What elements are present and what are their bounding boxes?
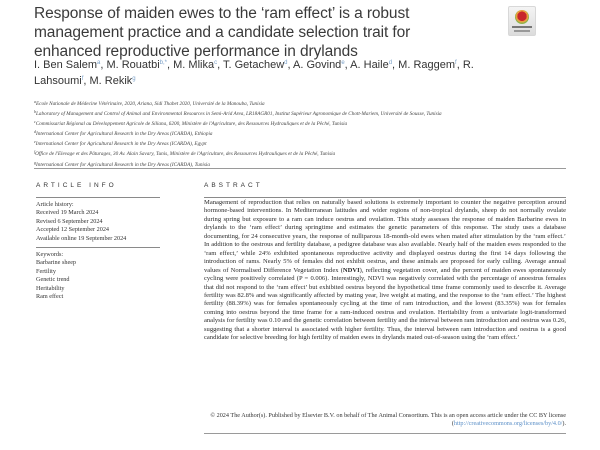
affiliation-text: International Center for Agricultural Research in the Dry Areas (ICARDA), Egypt <box>35 141 207 148</box>
author-affil-mark[interactable]: f <box>81 76 84 82</box>
affiliation-text: Office de l'Elevage et des Pâturages, 30 Av. Alain Savary, Tunis, Ministère de l'Agriculture, des Ressources Hydrauliques et de la Pêché, Tunisia <box>35 151 336 158</box>
affiliation <box>34 138 564 148</box>
author-name[interactable]: M. Rouatbi <box>106 59 160 71</box>
abstract-heading: ABSTRACT <box>204 182 263 189</box>
affiliation-text: Laboratory of Management and Control of Animal and Environmental Resources in Semi-Arid Area, LR18AGR01, Institut Supérieur Agronomique de Chott-Mariem, Université de Sousse, Tunisia <box>36 111 442 118</box>
author-affil-mark[interactable]: e <box>341 60 345 66</box>
author-list: I. Ben Salem$^a$, M. Rouatbi$^{b,*}$, M. Mlika$^c$, T. Getachew$^d$, A. Govind$^e$, A. Haile$^d$, M. Raggem$^f$, R. Lahsoumi$^f$, M. Rekik$^g$ <box>34 59 474 87</box>
affiliation-list <box>34 98 564 169</box>
article-info-heading: ARTICLE INFO <box>36 182 117 189</box>
author-affil-mark[interactable]: d <box>284 60 288 66</box>
abstract-text: Management of reproduction that relies on naturally based solutions is extremely important to counter the negative perception around hormone-based interventions. In Mediterranean latitudes and wider regions of non-tropical drylands, sheep do not normally ovulate during spring but exposure to a ram can induce oestrus and ovulation. This study assesses the response of maiden Barbarine ewes in drylands to the ‘ram effect’ during springtime and estimates the genetic parameters of this response. The study uses a database documenting, for 24 consecutive years, the response of nulliparous 18-month-old ewes when mated after stimulation by the ‘ram effect.’ In addition to the oestrous and fertility database, a pedigree database was also available. Nearly half of the maiden ewes responded to the ‘ram effect,’ while 24% exhibited spontaneous reproductive activity and displayed oestrus during the first 14 days following the introduction of rams. Nearly 5% of females did not exhibit oestrus, and these animals are proposed for early culling. Average annual values of Normalised Difference Vegetation Index ( <box>204 199 566 274</box>
keywords <box>36 251 166 301</box>
affiliation <box>34 148 564 158</box>
check-for-updates-icon <box>515 10 529 24</box>
author-affil-mark[interactable]: g <box>132 76 136 82</box>
badge-label-line <box>512 26 532 28</box>
footer-divider <box>204 433 566 434</box>
history-received: Received 19 March 2024 <box>36 209 99 217</box>
copyright-text: © 2024 The Author(s). Published by Elsevier B.V. on behalf of The Animal Consortium. This is an open access article under the CC BY license ( <box>210 412 566 428</box>
affiliation-text: Commissariat Régional au Développement Agricole de Siliana, 6200, Ministère de l'Agriculture, des Ressources Hydrauliques et de la Pêché, Tunisia <box>35 121 348 128</box>
history-accepted: Accepted 12 September 2024 <box>36 226 110 234</box>
author-name[interactable]: A. Haile <box>350 59 389 71</box>
keywords-label: Keywords: <box>36 251 64 258</box>
affiliation <box>34 128 564 138</box>
affiliation-mark: a <box>34 99 36 104</box>
affiliation <box>34 118 564 128</box>
abstract-body <box>204 199 566 343</box>
affiliation-text: International Center for Agricultural Research in the Dry Areas (ICARDA), Tunisia <box>36 161 210 168</box>
affiliation-text: Ecole Nationale de Médecine Vétérinaire, 2020, Ariana, Sidi Thabet 2020, Université de la Manouba, Tunisia <box>36 101 265 107</box>
affiliation <box>34 108 564 118</box>
affiliation-mark: g <box>34 159 36 165</box>
author-name[interactable]: A. Govind <box>293 59 342 71</box>
article-title: Response of maiden ewes to the ‘ram effect’ is a robust management practice and a candidate selection trait for enhanced reproductive performance in drylands <box>34 5 411 60</box>
check-for-updates-badge[interactable] <box>508 6 536 36</box>
author-affil-mark[interactable]: b,* <box>159 60 167 66</box>
affiliation-text: International Center for Agricultural Research in the Dry Areas (ICARDA), Ethiopia <box>36 131 213 138</box>
author-name[interactable]: R. Lahsoumi <box>34 59 474 87</box>
affiliation <box>34 98 564 108</box>
author-name[interactable]: T. Getachew <box>223 59 285 71</box>
history-available-online: Available online 19 September 2024 <box>36 234 127 242</box>
affiliation-mark: f <box>34 149 36 155</box>
author-name[interactable]: I. Ben Salem <box>34 59 97 71</box>
affiliation-mark: d <box>34 129 36 135</box>
author-name[interactable]: M. Rekik <box>89 75 133 87</box>
keywords-divider <box>36 247 160 248</box>
history-revised: Revised 6 September 2024 <box>36 217 103 225</box>
author-affil-mark[interactable]: f <box>455 60 457 66</box>
author-name[interactable]: M. Mlika <box>173 59 215 71</box>
author-name[interactable]: M. Raggem <box>398 59 456 71</box>
keyword[interactable]: Fertility <box>36 267 56 275</box>
keyword[interactable]: Heritability <box>36 284 65 292</box>
article-history <box>36 201 166 243</box>
abstract-abbreviation: NDVI <box>342 266 360 274</box>
header-divider <box>34 168 566 169</box>
affiliation-mark: b <box>34 109 36 115</box>
copyright-notice <box>204 412 566 428</box>
abstract-divider <box>204 197 566 198</box>
history-label: Article history: <box>36 201 74 208</box>
author-affil-mark[interactable]: a <box>96 60 101 66</box>
article-info-divider <box>36 197 160 198</box>
author-affil-mark[interactable]: d <box>388 60 393 66</box>
keyword[interactable]: Barbarine sheep <box>36 259 77 267</box>
keyword[interactable]: Ram effect <box>36 293 64 301</box>
badge-label-line <box>514 30 530 32</box>
copyright-text-end: ). <box>562 420 566 428</box>
keyword[interactable]: Genetic trend <box>36 276 70 284</box>
author-affil-mark[interactable]: c <box>214 60 218 66</box>
affiliation-mark: c <box>34 119 36 125</box>
affiliation-mark: e <box>34 139 36 145</box>
license-link[interactable]: http://creativecommons.org/licenses/by/4.0/ <box>453 420 563 428</box>
abstract-text: ), reflecting vegetation cover, and the percent of maiden ewes spontaneously cycling were positively correlated (P = 0.006). Interestingly, NDVI was negatively correlated with the percentage of anoestrus females that did not respond to the ‘ram effect’ but exhibited oestrus beyond the hypothetical time frame commonly used to describe it. Average fertility was 82.8% and was significantly affected by mating year, live weight at mating, and the response to the ‘ram effect.’ The highest fertility (88.39%) was for females spontaneously cycling at the time of ram introduction, and the lowest (83.35%) was for females coming into oestrus beyond the time frame for a ram-induced oestrus and ovulation. Heritability from a univariate logit-transformed analysis for fertility was 0.10 and the genetic correlation between fertility and the interval between ram introduction and oestrus was 0.26, suggesting that a shorter interval is associated with higher fertility. Thus, the interval between ram introduction and oestrus is a good candidate for selective breeding for high fertility of maiden ewes in drylands mated out-of-season using the ‘ram effect.’ <box>204 266 566 342</box>
